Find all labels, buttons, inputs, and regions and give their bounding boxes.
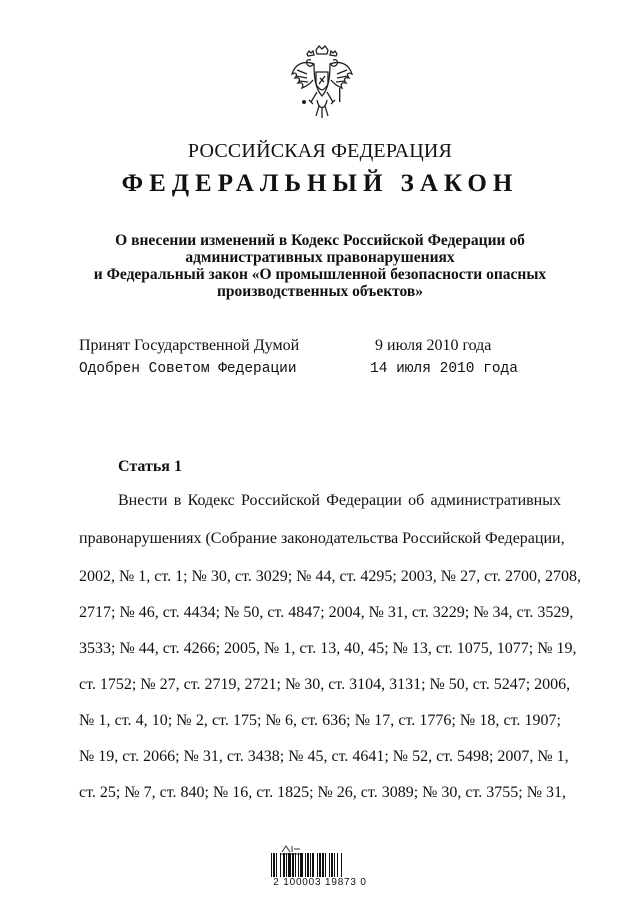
barcode-bar: [307, 853, 309, 877]
document-type-title: ФЕДЕРАЛЬНЫЙ ЗАКОН: [121, 170, 519, 197]
barcode-bar: [325, 853, 326, 877]
barcode-bar: [292, 853, 294, 877]
barcode-bar: [283, 853, 285, 877]
article-text-line: Внести в Кодекс Российской Федерации об административных: [118, 492, 561, 509]
barcode-bar: [295, 853, 296, 877]
article-text-line: правонарушениях (Собрание законодательства Российской Федерации,: [79, 530, 565, 547]
coat-of-arms-emblem: [289, 44, 355, 122]
law-subject: [90, 232, 550, 300]
barcode-bar: [319, 853, 321, 877]
subject-line: производственных объектов»: [216, 283, 424, 300]
subject-line: административных правонарушениях: [185, 249, 455, 266]
barcode-bar: [337, 853, 338, 877]
barcode-bar: [341, 853, 342, 877]
barcode-bar: [322, 853, 324, 877]
barcode-bar: [312, 853, 314, 877]
barcode-bar: [276, 853, 277, 877]
barcode-bar: [300, 853, 303, 877]
subject-line: О внесении изменений в Кодекс Российской Федерации об: [115, 232, 525, 249]
barcode-bar: [280, 853, 281, 877]
duma-adoption-date: 9 июля 2010 года: [375, 337, 492, 354]
barcode-bar: [334, 853, 335, 877]
barcode-bar: [331, 853, 333, 877]
article-text-line: 3533; № 44, ст. 4266; 2005, № 1, ст. 13, 40, 45; № 13, ст. 1075, 1077; № 19,: [79, 640, 577, 657]
barcode-bar: [288, 853, 291, 877]
article-text-line: ст. 1752; № 27, ст. 2719, 2721; № 30, ст. 3104, 3131; № 50, ст. 5247; 2006,: [79, 676, 571, 693]
council-approval-label: Одобрен Советом Федерации: [79, 361, 297, 377]
article-text-line: № 1, ст. 4, 10; № 2, ст. 175; № 6, ст. 636; № 17, ст. 1776; № 18, ст. 1907;: [79, 712, 561, 729]
article-text-line: 2717; № 46, ст. 4434; № 50, ст. 4847; 2004, № 31, ст. 3229; № 34, ст. 3529,: [79, 604, 574, 621]
article-heading: Статья 1: [118, 458, 182, 475]
barcode-bar: [273, 853, 275, 877]
barcode-bar: [271, 853, 272, 877]
council-approval-date: 14 июля 2010 года: [370, 361, 518, 377]
barcode-bar: [286, 853, 287, 877]
subject-line: и Федеральный закон «О промышленной безопасности опасных: [93, 266, 547, 283]
document-barcode: [270, 853, 364, 877]
barcode-bar: [305, 853, 306, 877]
barcode-bar: [310, 853, 311, 877]
country-name: РОССИЙСКАЯ ФЕДЕРАЦИЯ: [187, 140, 453, 162]
duma-adoption-label: Принят Государственной Думой: [79, 337, 300, 354]
article-text-line: 2002, № 1, ст. 1; № 30, ст. 3029; № 44, ст. 4295; 2003, № 27, ст. 2700, 2708,: [79, 568, 581, 585]
barcode-bar: [317, 853, 318, 877]
article-text-line: № 19, ст. 2066; № 31, ст. 3438; № 45, ст. 4641; № 52, ст. 5498; 2007, № 1,: [79, 748, 569, 765]
barcode-bar: [298, 853, 299, 877]
article-text-line: ст. 25; № 7, ст. 840; № 16, ст. 1825; № 26, ст. 3089; № 30, ст. 3755; № 31,: [79, 784, 567, 801]
barcode-number: 2 100003 19873 0: [273, 877, 367, 888]
barcode-bar: [329, 853, 330, 877]
